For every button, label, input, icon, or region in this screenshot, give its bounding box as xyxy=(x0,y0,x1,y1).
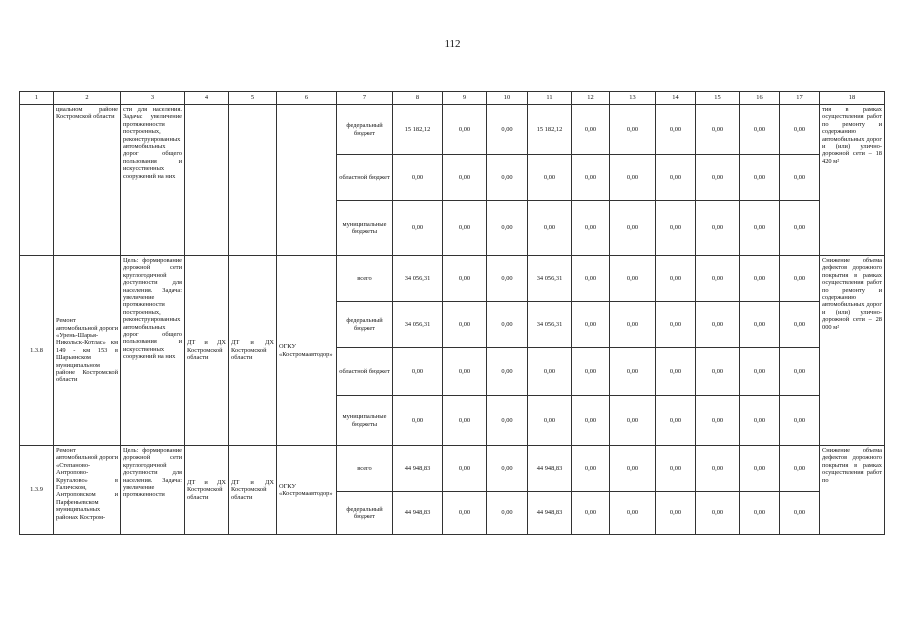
value-cell: 0,00 xyxy=(487,492,528,535)
value-cell: 0,00 xyxy=(443,201,487,256)
customer-cell: ОГКУ «Костромаавтодор» xyxy=(277,446,337,535)
goal-cell: Цель: формирование дорожной сети круглогодичной доступности для населения. Задача: увеличение протяженности построенных, реконструированных автомобильных дорог общего пользования и искусственных сооружений на них xyxy=(121,256,185,446)
value-cell: 0,00 xyxy=(780,396,820,446)
value-cell: 0,00 xyxy=(780,155,820,201)
col-header: 15 xyxy=(696,92,740,105)
value-cell: 34 056,31 xyxy=(393,256,443,302)
value-cell: 0,00 xyxy=(780,446,820,492)
value-cell: 0,00 xyxy=(656,105,696,155)
value-cell: 0,00 xyxy=(740,396,780,446)
value-cell: 0,00 xyxy=(487,105,528,155)
value-cell: 0,00 xyxy=(610,201,656,256)
value-cell: 0,00 xyxy=(780,256,820,302)
row-number-cell xyxy=(20,105,54,256)
value-cell: 44 948,83 xyxy=(528,446,572,492)
value-cell: 0,00 xyxy=(696,348,740,396)
value-cell: 15 182,12 xyxy=(393,105,443,155)
funding-source-cell: муниципальные бюджеты xyxy=(337,396,393,446)
col-header: 13 xyxy=(610,92,656,105)
value-cell: 0,00 xyxy=(656,155,696,201)
value-cell: 44 948,83 xyxy=(528,492,572,535)
value-cell: 0,00 xyxy=(393,201,443,256)
value-cell: 0,00 xyxy=(572,302,610,348)
funding-source-cell: федеральный бюджет xyxy=(337,492,393,535)
value-cell: 0,00 xyxy=(696,201,740,256)
value-cell: 0,00 xyxy=(528,155,572,201)
value-cell: 0,00 xyxy=(572,256,610,302)
value-cell: 15 182,12 xyxy=(528,105,572,155)
value-cell: 0,00 xyxy=(443,348,487,396)
value-cell: 0,00 xyxy=(487,348,528,396)
value-cell: 0,00 xyxy=(610,105,656,155)
goal-cell: Цель: формирование дорожной сети круглогодичной доступности для населения. Задача: увеличение протяженности xyxy=(121,446,185,535)
col-header: 17 xyxy=(780,92,820,105)
value-cell: 0,00 xyxy=(696,446,740,492)
executor-cell: ДТ и ДХ Костромской области xyxy=(185,446,229,535)
col-header: 1 xyxy=(20,92,54,105)
value-cell: 0,00 xyxy=(610,302,656,348)
value-cell: 0,00 xyxy=(572,446,610,492)
value-cell: 0,00 xyxy=(443,105,487,155)
value-cell: 0,00 xyxy=(780,492,820,535)
funding-source-cell: всего xyxy=(337,446,393,492)
col-header: 8 xyxy=(393,92,443,105)
executor-cell xyxy=(185,105,229,256)
coexecutor-cell: ДТ и ДХ Костромской области xyxy=(229,256,277,446)
result-cell: тия в рамках осуществления работ по ремонту и содержанию автомобильных дорог и (или) улично-дорожной сети – 18 420 м² xyxy=(820,105,885,256)
value-cell: 0,00 xyxy=(740,492,780,535)
value-cell: 0,00 xyxy=(610,155,656,201)
value-cell: 0,00 xyxy=(656,256,696,302)
col-header: 14 xyxy=(656,92,696,105)
value-cell: 0,00 xyxy=(393,155,443,201)
value-cell: 0,00 xyxy=(740,201,780,256)
result-cell: Снижение объема дефектов дорожного покрытия в рамках осуществления работ по xyxy=(820,446,885,535)
value-cell: 0,00 xyxy=(443,492,487,535)
value-cell: 0,00 xyxy=(740,302,780,348)
value-cell: 0,00 xyxy=(443,155,487,201)
coexecutor-cell xyxy=(229,105,277,256)
value-cell: 0,00 xyxy=(443,256,487,302)
value-cell: 0,00 xyxy=(696,302,740,348)
value-cell: 0,00 xyxy=(572,201,610,256)
value-cell: 0,00 xyxy=(656,201,696,256)
page-number: 112 xyxy=(444,38,461,50)
value-cell: 0,00 xyxy=(528,396,572,446)
funding-source-cell: областной бюджет xyxy=(337,155,393,201)
funding-source-cell: всего xyxy=(337,256,393,302)
col-header: 5 xyxy=(229,92,277,105)
value-cell: 0,00 xyxy=(656,302,696,348)
value-cell: 0,00 xyxy=(780,348,820,396)
value-cell: 0,00 xyxy=(696,155,740,201)
funding-source-cell: муниципальные бюджеты xyxy=(337,201,393,256)
value-cell: 0,00 xyxy=(487,396,528,446)
value-cell: 34 056,31 xyxy=(528,302,572,348)
funding-source-cell: областной бюджет xyxy=(337,348,393,396)
col-header: 9 xyxy=(443,92,487,105)
value-cell: 0,00 xyxy=(610,256,656,302)
value-cell: 0,00 xyxy=(656,492,696,535)
row-number-cell: 1.3.9 xyxy=(20,446,54,535)
customer-cell xyxy=(277,105,337,256)
col-header: 6 xyxy=(277,92,337,105)
goal-cell: сти для населения. Задача: увеличение протяженности построенных, реконструированных автомобильных дорог общего пользования и искусственных сооружений на них xyxy=(121,105,185,256)
value-cell: 0,00 xyxy=(740,256,780,302)
value-cell: 0,00 xyxy=(610,492,656,535)
value-cell: 0,00 xyxy=(572,155,610,201)
col-header: 12 xyxy=(572,92,610,105)
value-cell: 0,00 xyxy=(487,446,528,492)
value-cell: 0,00 xyxy=(780,105,820,155)
value-cell: 0,00 xyxy=(443,302,487,348)
program-table xyxy=(19,91,885,535)
value-cell: 0,00 xyxy=(740,446,780,492)
table-row xyxy=(20,446,885,492)
executor-cell: ДТ и ДХ Костромской области xyxy=(185,256,229,446)
col-header: 10 xyxy=(487,92,528,105)
value-cell: 0,00 xyxy=(572,105,610,155)
measure-name-cell: Ремонт автомобильной дороги «Степаново-Антропово-Кругалово» в Галичском, Антроповском и Парфеньевском муниципальных районах Костром- xyxy=(54,446,121,535)
value-cell: 0,00 xyxy=(443,396,487,446)
customer-cell: ОГКУ «Костромаавтодор» xyxy=(277,256,337,446)
value-cell: 0,00 xyxy=(487,302,528,348)
header-row xyxy=(20,92,885,105)
value-cell: 0,00 xyxy=(740,105,780,155)
value-cell: 0,00 xyxy=(696,492,740,535)
col-header: 3 xyxy=(121,92,185,105)
value-cell: 0,00 xyxy=(696,105,740,155)
value-cell: 0,00 xyxy=(528,348,572,396)
value-cell: 0,00 xyxy=(696,256,740,302)
value-cell: 0,00 xyxy=(656,348,696,396)
value-cell: 0,00 xyxy=(740,155,780,201)
col-header: 7 xyxy=(337,92,393,105)
row-number-cell: 1.3.8 xyxy=(20,256,54,446)
value-cell: 0,00 xyxy=(487,256,528,302)
value-cell: 0,00 xyxy=(780,302,820,348)
value-cell: 0,00 xyxy=(572,348,610,396)
value-cell: 0,00 xyxy=(487,201,528,256)
table-row xyxy=(20,256,885,302)
value-cell: 34 056,31 xyxy=(393,302,443,348)
funding-source-cell: федеральный бюджет xyxy=(337,105,393,155)
result-cell: Снижение объема дефектов дорожного покрытия в рамках осуществления работ по ремонту и содержанию автомобильных дорог и (или) улично-дорожной сети – 28 000 м² xyxy=(820,256,885,446)
col-header: 18 xyxy=(820,92,885,105)
value-cell: 0,00 xyxy=(487,155,528,201)
coexecutor-cell: ДТ и ДХ Костромской области xyxy=(229,446,277,535)
value-cell: 44 948,83 xyxy=(393,492,443,535)
value-cell: 44 948,83 xyxy=(393,446,443,492)
value-cell: 0,00 xyxy=(656,446,696,492)
value-cell: 0,00 xyxy=(528,201,572,256)
table-row xyxy=(20,105,885,155)
col-header: 2 xyxy=(54,92,121,105)
value-cell: 0,00 xyxy=(610,446,656,492)
value-cell: 0,00 xyxy=(780,201,820,256)
value-cell: 0,00 xyxy=(572,396,610,446)
col-header: 16 xyxy=(740,92,780,105)
col-header: 11 xyxy=(528,92,572,105)
value-cell: 0,00 xyxy=(610,396,656,446)
measure-name-cell: циальном районе Костромской области xyxy=(54,105,121,256)
funding-source-cell: федеральный бюджет xyxy=(337,302,393,348)
value-cell: 0,00 xyxy=(393,396,443,446)
value-cell: 34 056,31 xyxy=(528,256,572,302)
value-cell: 0,00 xyxy=(696,396,740,446)
value-cell: 0,00 xyxy=(393,348,443,396)
col-header: 4 xyxy=(185,92,229,105)
value-cell: 0,00 xyxy=(740,348,780,396)
value-cell: 0,00 xyxy=(656,396,696,446)
measure-name-cell: Ремонт автомобильной дороги «Урень-Шарья-Никольск-Котлас» км 149 - км 153 в Шарьинском муниципальном районе Костромской области xyxy=(54,256,121,446)
value-cell: 0,00 xyxy=(610,348,656,396)
value-cell: 0,00 xyxy=(443,446,487,492)
value-cell: 0,00 xyxy=(572,492,610,535)
